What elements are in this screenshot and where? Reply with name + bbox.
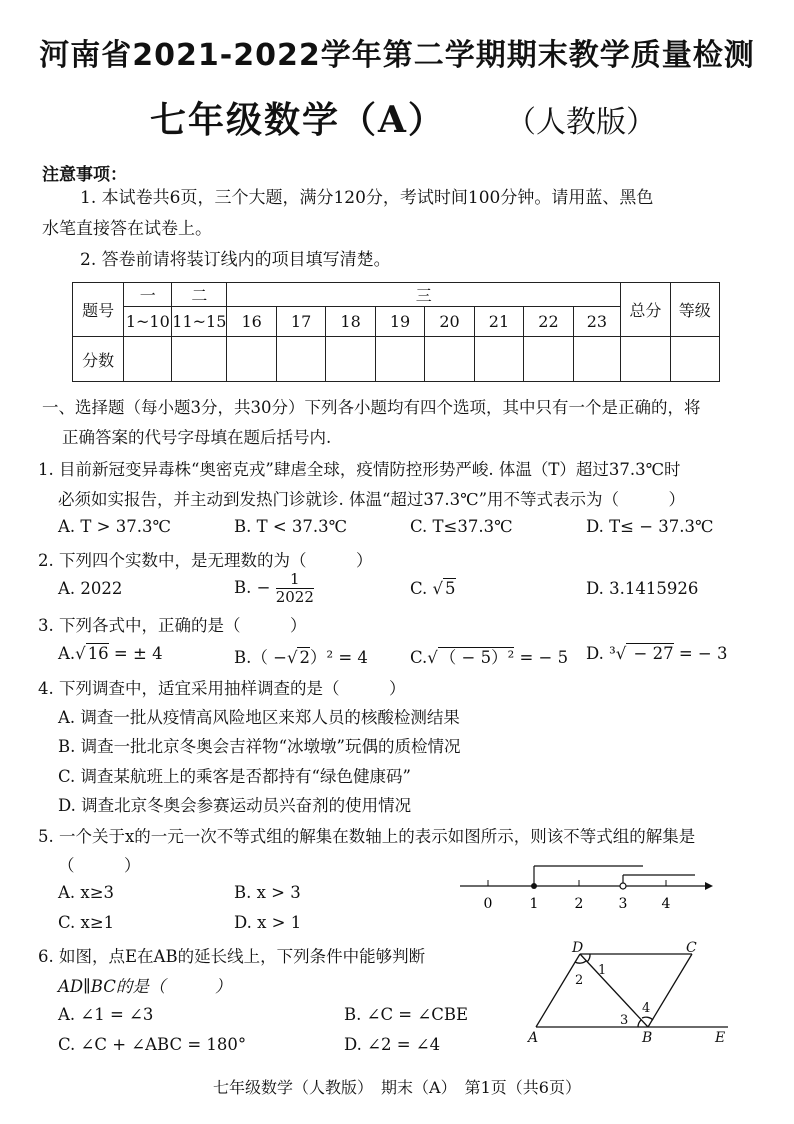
subject-title: 七年级数学（A） bbox=[150, 99, 446, 141]
q3-option-a-prefix: A.√ bbox=[58, 644, 86, 663]
group-3-header: 三 bbox=[227, 283, 621, 307]
q2-option-c bbox=[410, 579, 456, 598]
q1-stem: 1. 目前新冠变异毒株“奥密克戎”肆虐全球，疫情防控形势严峻. 体温（T）超过37.3℃时 bbox=[38, 460, 681, 479]
q3-option-b-suffix: ）² = 4 bbox=[309, 648, 368, 667]
subcol: 22 bbox=[524, 307, 573, 337]
point-label-b: B bbox=[642, 1030, 653, 1046]
page-footer: 七年级数学（人教版） 期末（A） 第1页（共6页） bbox=[213, 1078, 581, 1097]
q5-option-b: B. x > 3 bbox=[234, 883, 301, 902]
segment-bc bbox=[648, 954, 692, 1027]
hollow-dot bbox=[620, 883, 626, 889]
q3-option-c bbox=[410, 644, 568, 668]
q5-option-a: A. x≥3 bbox=[58, 883, 115, 902]
angle-arc bbox=[642, 1017, 653, 1020]
q5-stem-cont: （ ） bbox=[58, 856, 141, 875]
score-cell[interactable] bbox=[276, 337, 325, 382]
subcol: 23 bbox=[573, 307, 621, 337]
group-2-header: 二 bbox=[172, 283, 227, 307]
q6-option-c: C. ∠C + ∠ABC = 180° bbox=[58, 1035, 247, 1054]
subcol: 19 bbox=[375, 307, 424, 337]
solid-dot bbox=[531, 883, 537, 889]
score-cell[interactable] bbox=[326, 337, 375, 382]
q1-option-c: C. T≤37.3℃ bbox=[410, 517, 513, 536]
q4-option-d: D. 调查北京冬奥会参赛运动员兴奋剂的使用情况 bbox=[58, 796, 412, 815]
radicand: 2 bbox=[299, 648, 310, 667]
q3-option-d bbox=[586, 644, 727, 663]
score-cell[interactable] bbox=[621, 337, 670, 382]
point-label-a: A bbox=[528, 1030, 539, 1046]
parallelogram-figure bbox=[520, 940, 740, 1048]
q3-option-a bbox=[58, 644, 163, 663]
q3-option-b bbox=[234, 644, 368, 668]
q2-option-a: A. 2022 bbox=[58, 579, 123, 598]
radicand: − 27 bbox=[628, 644, 674, 663]
q3-option-c-suffix: = − 5 bbox=[514, 648, 569, 667]
score-table bbox=[72, 282, 720, 382]
subcol: 21 bbox=[474, 307, 523, 337]
radicand: （ − 5）² bbox=[439, 648, 515, 667]
number-line-figure bbox=[455, 858, 720, 918]
q6-option-a: A. ∠1 = ∠3 bbox=[58, 1005, 154, 1024]
angle-arc bbox=[638, 1020, 641, 1027]
q2-option-b-prefix: B. − bbox=[234, 578, 271, 597]
radicand: 5 bbox=[445, 579, 456, 598]
angle-arc bbox=[575, 961, 586, 963]
tick-label: 2 bbox=[574, 896, 584, 912]
q5-stem: 5. 一个关于x的一元一次不等式组的解集在数轴上的表示如图所示，则该不等式组的解集是 bbox=[38, 827, 696, 846]
q6-stem-cont: AD∥BC的是（ ） bbox=[58, 977, 232, 996]
axis-arrow bbox=[705, 882, 713, 890]
angle-arc bbox=[587, 954, 590, 962]
q2-option-d: D. 3.1415926 bbox=[586, 579, 699, 598]
q3-stem: 3. 下列各式中，正确的是（ ） bbox=[38, 616, 307, 635]
angle-label-4: 4 bbox=[642, 1001, 651, 1016]
q1-option-d: D. T≤ − 37.3℃ bbox=[586, 517, 714, 536]
section-1-intro: 一、选择题（每小题3分，共30分）下列各小题均有四个选项，其中只有一个是正确的，将 bbox=[42, 398, 701, 417]
subcol: 11~15 bbox=[172, 307, 227, 337]
score-cell[interactable] bbox=[474, 337, 523, 382]
section-1-intro-cont: 正确答案的代号字母填在题后括号内. bbox=[62, 428, 332, 447]
subcol: 17 bbox=[276, 307, 325, 337]
subcol: 18 bbox=[326, 307, 375, 337]
fraction-numerator: 1 bbox=[290, 570, 300, 588]
point-label-c: C bbox=[686, 940, 697, 956]
tick-label: 3 bbox=[618, 896, 628, 912]
segment-ad bbox=[536, 954, 580, 1027]
q1-stem-cont: 必须如实报告，并主动到发热门诊就诊. 体温“超过37.3℃”用不等式表示为（ ） bbox=[58, 490, 686, 509]
q4-stem: 4. 下列调查中，适宜采用抽样调查的是（ ） bbox=[38, 679, 406, 698]
q3-option-d-prefix: D. ³√ bbox=[586, 644, 627, 663]
grade-header: 等级 bbox=[670, 283, 719, 337]
q3-option-c-prefix: C.√ bbox=[410, 648, 438, 667]
score-cell[interactable] bbox=[172, 337, 227, 382]
point-label-d: D bbox=[572, 940, 584, 956]
tick-label: 1 bbox=[529, 896, 539, 912]
fraction-denominator: 2022 bbox=[275, 588, 314, 606]
q6-option-b: B. ∠C = ∠CBE bbox=[344, 1005, 468, 1024]
angle-label-1: 1 bbox=[598, 963, 607, 978]
q4-option-a: A. 调查一批从疫情高风险地区来郑人员的核酸检测结果 bbox=[58, 708, 460, 727]
tick-label: 0 bbox=[483, 896, 493, 912]
q5-option-d: D. x > 1 bbox=[234, 913, 302, 932]
row-label-question: 题号 bbox=[73, 283, 124, 337]
q2-option-c-prefix: C. √ bbox=[410, 579, 444, 598]
q5-option-c: C. x≥1 bbox=[58, 913, 115, 932]
q6-stem: 6. 如图，点E在AB的延长线上，下列条件中能够判断 bbox=[38, 947, 426, 966]
score-cell[interactable] bbox=[670, 337, 719, 382]
score-cell[interactable] bbox=[227, 337, 276, 382]
radicand: 16 bbox=[87, 644, 109, 663]
notice-item-2: 2. 答卷前请将装订线内的项目填写清楚。 bbox=[80, 250, 391, 270]
q2-option-b bbox=[234, 571, 314, 606]
angle-label-2: 2 bbox=[575, 973, 584, 988]
notice-item-1: 1. 本试卷共6页，三个大题，满分120分，考试时间100分钟。请用蓝、黑色 bbox=[80, 188, 654, 208]
score-cell[interactable] bbox=[524, 337, 573, 382]
total-header: 总分 bbox=[621, 283, 670, 337]
notice-heading: 注意事项： bbox=[42, 165, 127, 185]
q4-option-b: B. 调查一批北京冬奥会吉祥物“冰墩墩”玩偶的质检情况 bbox=[58, 737, 461, 756]
q3-option-a-suffix: = ± 4 bbox=[108, 644, 163, 663]
q1-option-b: B. T < 37.3℃ bbox=[234, 517, 348, 536]
q3-option-d-suffix: = − 3 bbox=[673, 644, 728, 663]
subcol: 20 bbox=[425, 307, 474, 337]
q4-option-c: C. 调查某航班上的乘客是否都持有“绿色健康码” bbox=[58, 767, 411, 786]
score-cell[interactable] bbox=[425, 337, 474, 382]
angle-label-3: 3 bbox=[620, 1013, 629, 1028]
q2-stem: 2. 下列四个实数中，是无理数的为（ ） bbox=[38, 551, 373, 570]
edition-label: （人教版） bbox=[506, 105, 656, 140]
score-cell[interactable] bbox=[124, 337, 172, 382]
row-label-score: 分数 bbox=[73, 337, 124, 382]
subcol: 1~10 bbox=[124, 307, 172, 337]
score-cell[interactable] bbox=[573, 337, 621, 382]
q3-option-b-prefix: B.（ −√ bbox=[234, 648, 298, 667]
q6-option-d: D. ∠2 = ∠4 bbox=[344, 1035, 441, 1054]
fraction bbox=[276, 571, 314, 606]
notice-item-1-cont: 水笔直接答在试卷上。 bbox=[42, 219, 212, 239]
exam-title: 河南省2021-2022学年第二学期期末教学质量检测 bbox=[39, 38, 755, 73]
q1-option-a: A. T > 37.3℃ bbox=[58, 517, 171, 536]
group-1-header: 一 bbox=[124, 283, 172, 307]
subcol: 16 bbox=[227, 307, 276, 337]
segment-db bbox=[580, 954, 651, 1027]
tick-label: 4 bbox=[661, 896, 671, 912]
point-label-e: E bbox=[715, 1030, 726, 1046]
score-cell[interactable] bbox=[375, 337, 424, 382]
